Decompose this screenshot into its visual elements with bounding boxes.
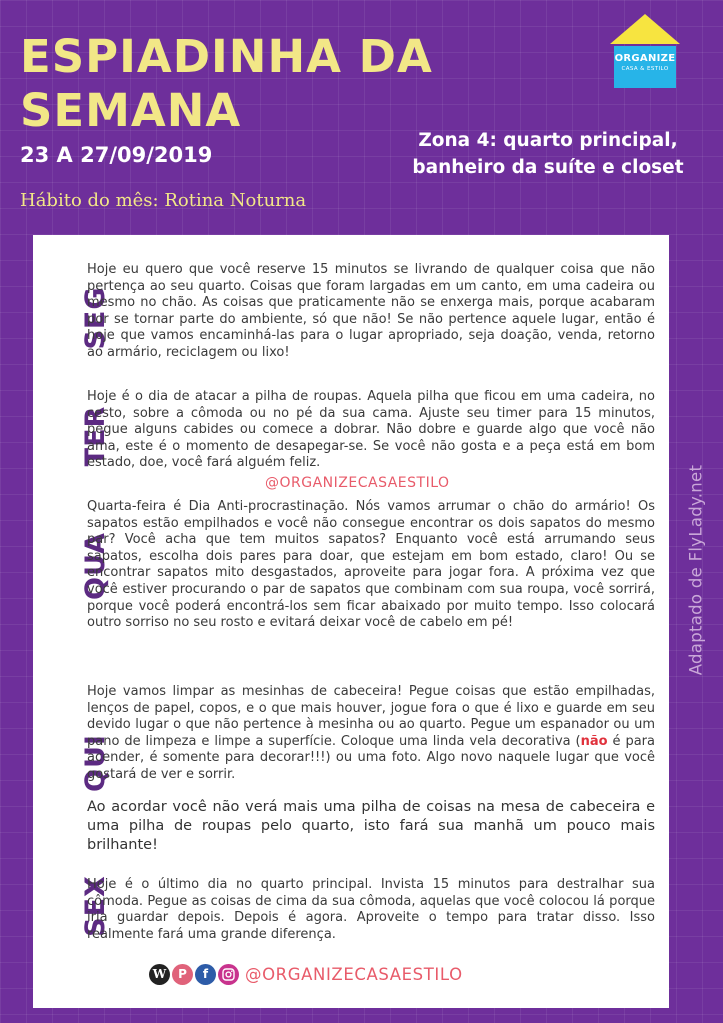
day-text-sex: Hoje é o último dia no quarto principal. Invista 15 minutos para destralhar sua cômoda. Pegue as coisas de cima da sua cômoda, aquelas que você colocou lá porque iria guardar depois. Depois é agora. Aproveite o tempo para tratar disso. Isso realmente fará uma grande diferença. [87, 877, 655, 942]
day-text-qua: Quarta-feira é Dia Anti-procrastinação. Nós vamos arrumar o chão do armário! Os sapatos estão empilhados e você não consegue encontrar os dois sapatos do mesmo par? Você acha que tem muitos sapatos? Enquanto você está arrumando seus sapatos, escolha dois pares para doar, que estejam em bom estado, claro! Ou se encontrar sapatos mito desgastados, aproveite para jogar fora. A próxima vez que você estiver procurando o par de sapatos que combinam com sua roupa, você sorrirá, porque você poderá encontrá-los sem ficar abaixado por muito tempo. Isso colocará outro sorriso no seu rosto e evitará deixar você de cabelo em pé! [87, 499, 655, 631]
instagram-handle: @ORGANIZECASAESTILO [265, 475, 450, 491]
pinterest-icon[interactable]: P [172, 964, 193, 985]
day-label-ter: TER [80, 405, 111, 467]
day-text-ter: Hoje é o dia de atacar a pilha de roupas. Aquela pilha que ficou em uma cadeira, no cesto, sobre a cômoda ou no pé da sua cama. Ajuste seu timer para 15 minutos, pegue alguns cabides ou comece a dobrar. Não dobre e guarde algo que você não ama, este é o momento de desapegar-se. Se você não gosta e a peça está em bom estado, doe, você fará alguém feliz. [87, 389, 655, 471]
zone-title [400, 127, 696, 181]
logo-line-1: ORGANIZE [614, 53, 676, 64]
flylady-credit: Adaptado de FlyLady.net [686, 464, 706, 676]
day-label-sex: SEX [80, 875, 111, 937]
week-dates: 23 A 27/09/2019 [20, 143, 213, 167]
day-label-qua: QUA [80, 532, 111, 600]
brand-logo [607, 14, 683, 90]
house-roof-icon [610, 14, 680, 44]
habit-of-month: Hábito do mês: Rotina Noturna [20, 190, 307, 211]
logo-line-2: CASA & ESTILO [621, 66, 669, 72]
qui-text-part-1: Hoje vamos limpar as mesinhas de cabeceira! Pegue coisas que estão empilhadas, lenços de papel, copos, e o que mais houver, jogue fora o que é lixo e guarde em seu devido lugar o que não pertence à mesinha ou ao quarto. Pegue um espanador ou um pano de limpeza e limpe a superfície. Coloque uma linda vela decorativa ( [87, 684, 655, 749]
logo-box [614, 46, 676, 88]
zone-line-1: Zona 4: quarto principal, [418, 130, 678, 151]
page-title [20, 30, 433, 138]
qui-highlight: não [580, 733, 608, 749]
title-line-1: ESPIADINHA DA [20, 30, 433, 83]
day-text-seg: Hoje eu quero que você reserve 15 minutos se livrando de qualquer coisa que não pertença ao seu quarto. Coisas que foram largadas em um canto, em uma cadeira ou mesmo no chão. As coisas que praticamente não se enxerga mais, porque acabaram por se tornar parte do ambiente, só que não! Se não pertence aquele lugar, então é hoje que vamos encaminhá-las para o lugar apropriado, seja doação, venda, retorno ao armário, reciclagem ou lixo! [87, 262, 655, 360]
footer-handle[interactable]: @ORGANIZECASAESTILO [245, 964, 463, 984]
zone-line-2: banheiro da suíte e closet [412, 157, 684, 178]
day-label-seg: SEG [80, 286, 111, 350]
footer-social [149, 959, 463, 989]
qui-text-part-2: é para acender, é somente para decorar!!!) ou uma foto. Algo novo naquele lugar que você gostará de ver e sorrir. [87, 733, 655, 782]
wordpress-icon[interactable]: W [149, 964, 170, 985]
instagram-icon[interactable] [218, 964, 239, 985]
day-label-qui: QUI [80, 734, 111, 792]
title-line-2: SEMANA [20, 84, 242, 137]
facebook-icon[interactable]: f [195, 964, 216, 985]
content-card [33, 235, 669, 1008]
day-text-qui-extra: Ao acordar você não verá mais uma pilha de coisas na mesa de cabeceira e uma pilha de roupas pelo quarto, isto fará sua manhã um pouco mais brilhante! [87, 799, 655, 853]
day-text-qui [87, 684, 655, 784]
